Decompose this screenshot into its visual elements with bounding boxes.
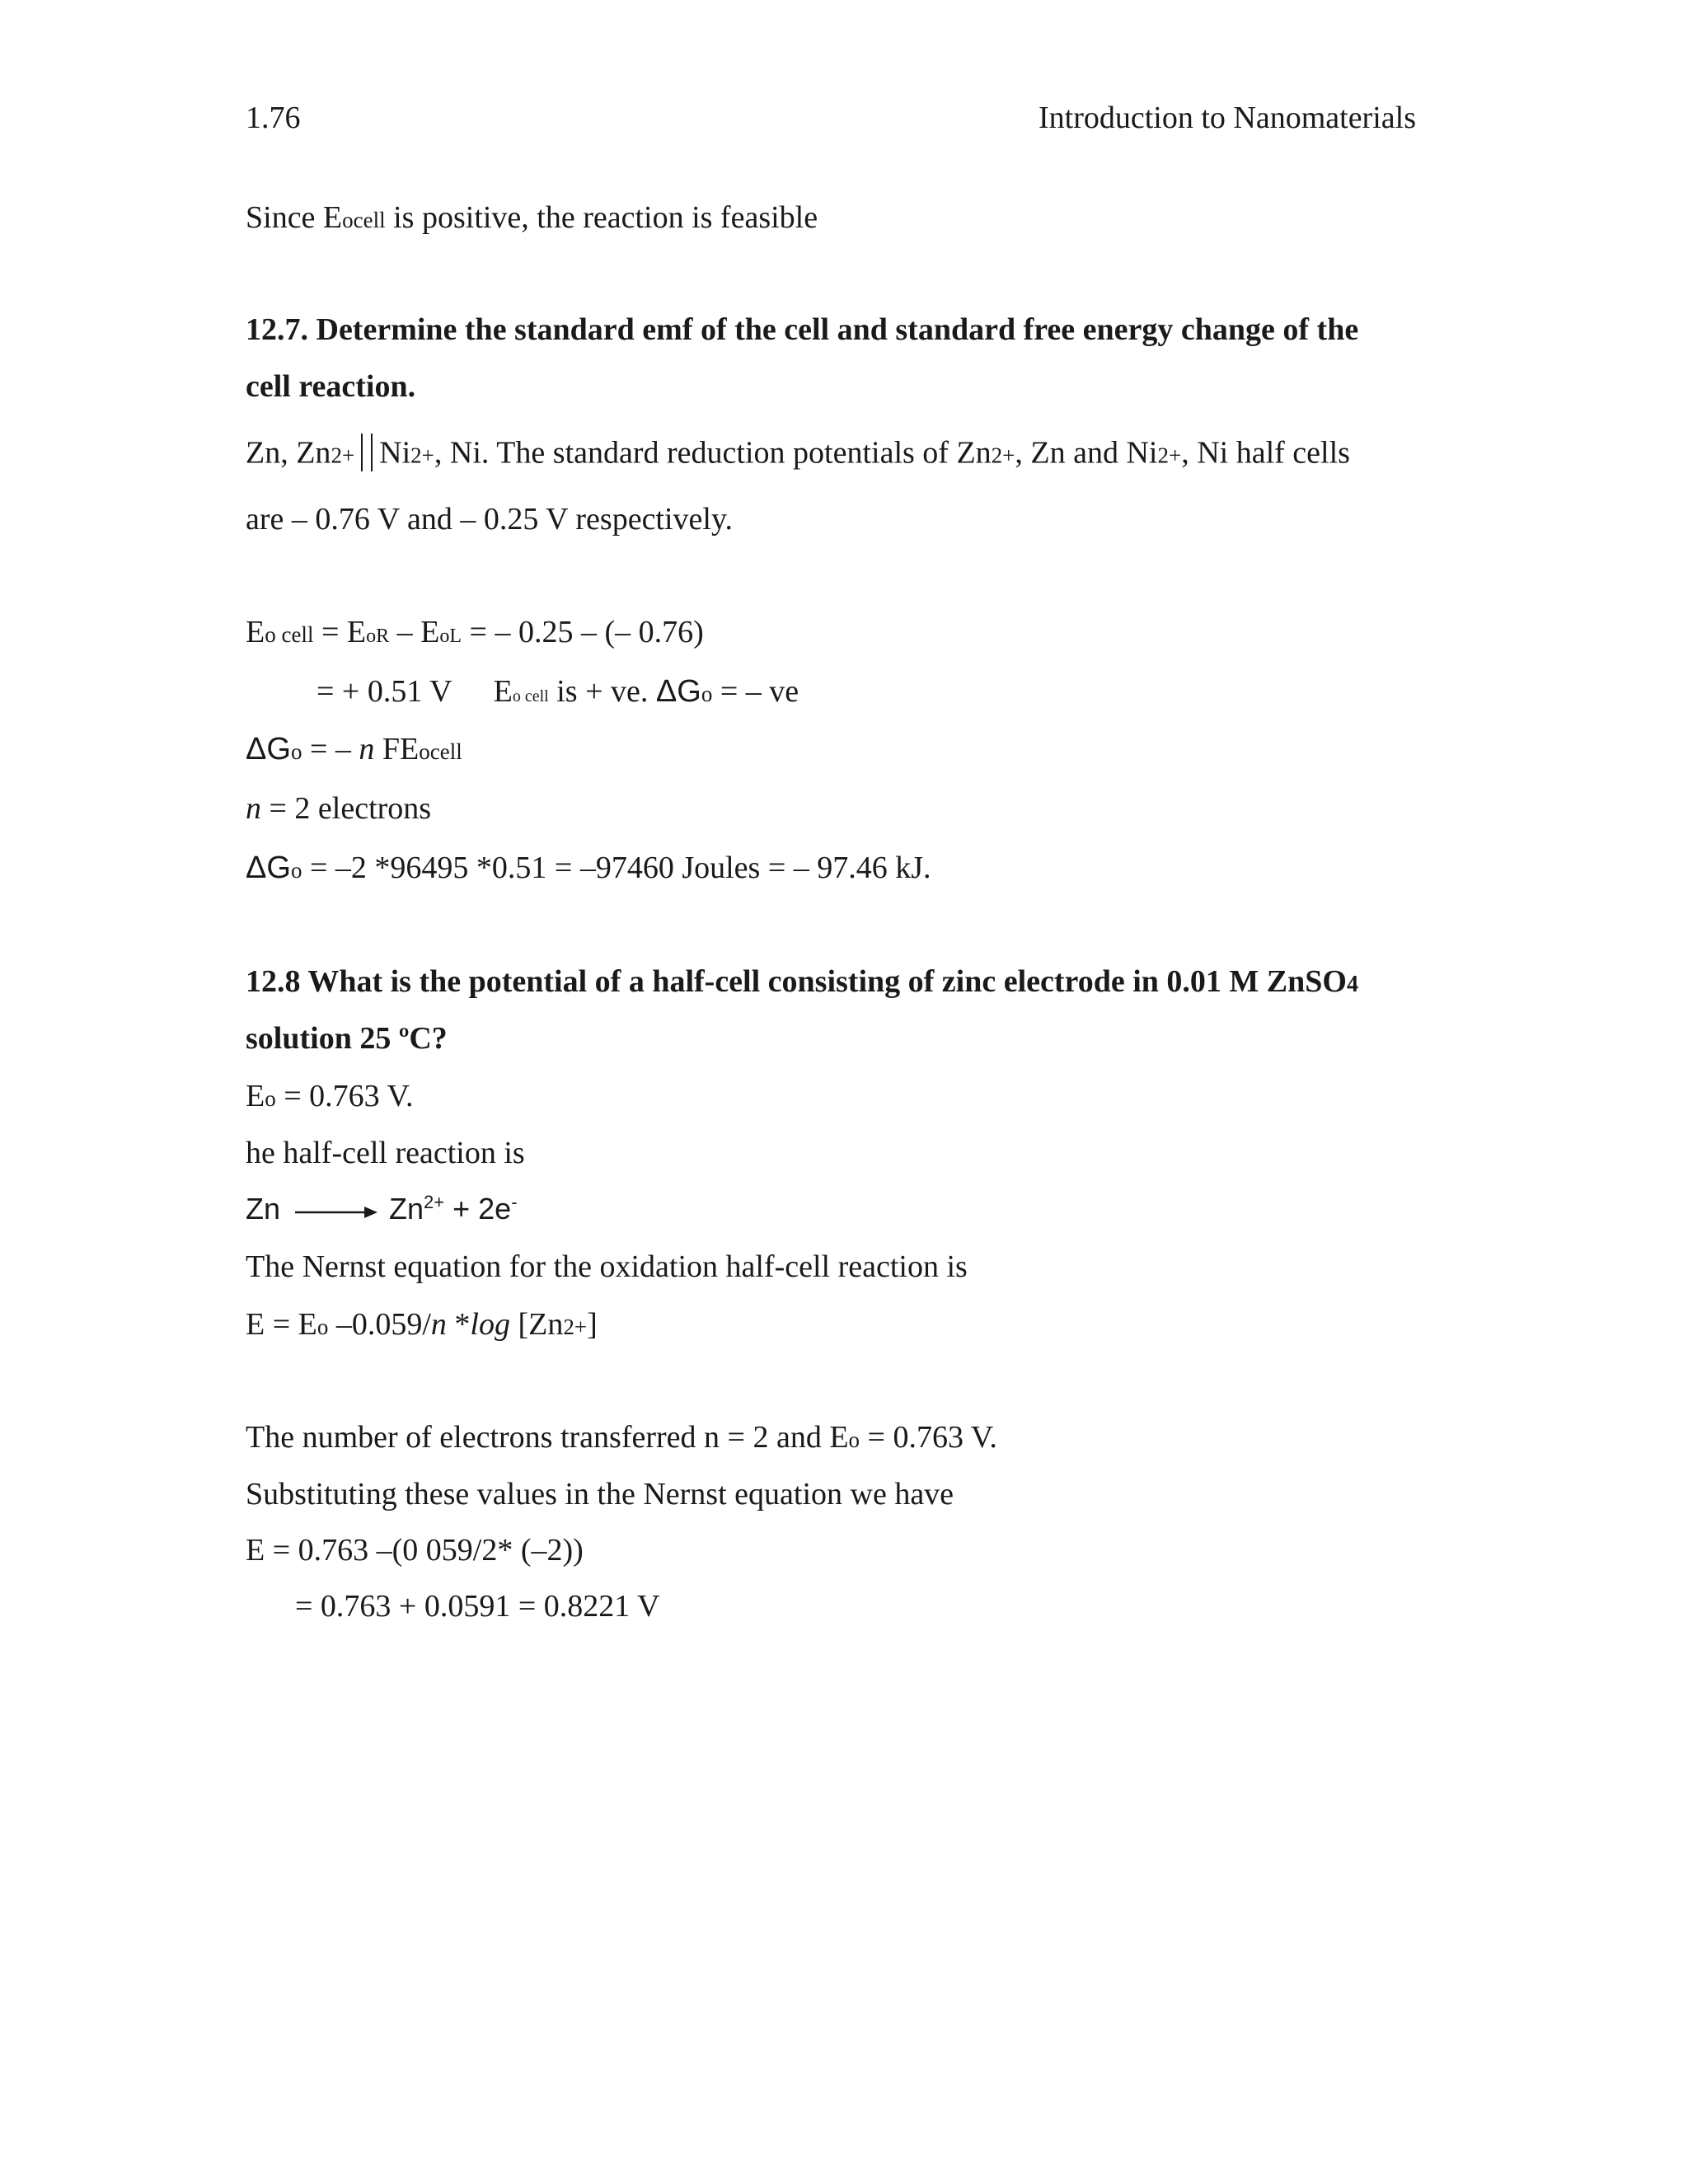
q128-nernst-eq (246, 1309, 598, 1340)
intro-text-a: Since E (246, 200, 343, 235)
q127-eq1 (246, 616, 704, 648)
nernst-c: * (446, 1307, 471, 1342)
q127-cell-d-charge: 2+ (1157, 443, 1182, 468)
running-title: Introduction to Nanomaterials (1039, 101, 1416, 135)
page-number: 1.76 (246, 101, 301, 135)
q127-eq3 (246, 733, 462, 765)
intro-text-b: is positive, the reaction is feasible (385, 200, 818, 235)
nernst-d: [Zn (509, 1307, 564, 1342)
reaction-zn: Zn (246, 1192, 281, 1226)
q127-cell-line (246, 437, 1350, 475)
right-arrow-icon (295, 1196, 377, 1226)
q128-heading-text: 12.8 What is the potential of a half-cell consisting of zinc electrode in 0.01 M ZnSO (246, 964, 1347, 999)
eq1-minus: – E (389, 615, 440, 649)
q127-cell-b: Ni (379, 435, 411, 471)
eq1-r-sub: oR (366, 626, 390, 647)
eq5-rest: = –2 *96495 *0.51 = –97460 Joules = – 97.46 kJ. (302, 851, 931, 885)
eq3-fe: FE (374, 732, 420, 766)
eq3-fe-sub: ocell (419, 739, 462, 764)
q127-potentials-line: are – 0.76 V and – 0.25 V respectively. (246, 502, 734, 537)
q128-heading-line1 (246, 966, 1358, 997)
transfer-a: The number of electrons transferred n = 2 and E (246, 1420, 849, 1455)
eq5-sub: o (290, 858, 302, 883)
q128-nernst-intro: The Nernst equation for the oxidation half-cell reaction is (246, 1249, 968, 1284)
eq2-delta-sub: o (701, 682, 713, 706)
reaction-zn-ion: Zn (389, 1192, 424, 1226)
q128-calc2: = 0.763 + 0.0591 = 0.8221 V (295, 1589, 660, 1624)
q127-eq2 (316, 676, 799, 707)
intro-subscript: ocell (342, 208, 386, 232)
q127-cell-a-charge: 2+ (331, 443, 355, 468)
q128-reaction (246, 1193, 518, 1226)
nernst-a-sub: o (316, 1315, 329, 1339)
reaction-zn-charge: 2+ (424, 1192, 445, 1212)
q128-calc1: E = 0.763 –(0 059/2* (–2)) (246, 1533, 584, 1568)
nernst-b: –0.059/ (328, 1307, 431, 1342)
q127-eq5 (246, 852, 931, 883)
transfer-sub: o (848, 1427, 860, 1452)
eq3-n: n (359, 732, 375, 766)
q128-substituting: Substituting these values in the Nernst equation we have (246, 1477, 954, 1511)
eq4-n: n (246, 791, 261, 826)
q128-e0-sub: o (265, 1086, 276, 1111)
nernst-d-sup: 2+ (563, 1315, 588, 1339)
reaction-e-charge: - (511, 1192, 518, 1212)
q128-e0 (246, 1080, 414, 1112)
nernst-e: ] (587, 1307, 598, 1342)
q127-cell-c-charge: 2+ (991, 443, 1015, 468)
eq1-l-sub: oL (439, 626, 462, 647)
nernst-a: E = E (246, 1307, 317, 1342)
eq2-e-sub: o cell (512, 687, 549, 705)
eq4-rest: = 2 electrons (261, 791, 432, 826)
q128-heading-line2: solution 25 ºC? (246, 1021, 448, 1056)
eq1-eq: = E (313, 615, 367, 649)
q127-cell-b-charge: 2+ (410, 443, 434, 468)
q127-heading-line2: cell reaction. (246, 369, 416, 404)
eq1-e-sub: o cell (265, 622, 314, 647)
q128-heading-sub: 4 (1346, 972, 1358, 997)
q127-heading-line1: 12.7. Determine the standard emf of the cell and standard free energy change of the (246, 312, 1359, 347)
q128-half-cell-text: he half-cell reaction is (246, 1136, 525, 1170)
nernst-n: n (430, 1307, 447, 1342)
q128-transfer (246, 1422, 997, 1453)
q128-e0-e: E (246, 1079, 265, 1113)
q127-eq4 (246, 793, 431, 824)
eq1-e: E (246, 615, 265, 649)
eq2-neg: = – ve (712, 674, 799, 709)
q127-cell-a: Zn, Zn (246, 435, 331, 471)
q127-cell-c-rest: , Zn and Ni (1015, 435, 1158, 471)
eq1-values: = – 0.25 – (– 0.76) (462, 615, 704, 649)
q128-e0-value: = 0.763 V. (275, 1079, 414, 1113)
salt-bridge-bar (361, 434, 373, 471)
q127-cell-d-rest: , Ni half cells (1181, 435, 1350, 471)
eq2-e: E (493, 674, 513, 709)
reaction-plus: + 2e (444, 1192, 512, 1226)
delta-g-symbol: ΔG (655, 674, 701, 709)
nernst-log: log (470, 1307, 510, 1342)
q127-cell-b-rest: , Ni. The standard reduction potentials of Zn (434, 435, 992, 471)
intro-text (246, 202, 818, 233)
eq3-sub: o (290, 739, 302, 764)
eq3-delta-g: ΔG (246, 732, 291, 766)
eq3-eq: = – (302, 732, 359, 766)
eq2-value: = + 0.51 V (316, 674, 452, 709)
eq2-ve: is + ve. (548, 674, 656, 709)
transfer-b: = 0.763 V. (860, 1420, 997, 1455)
eq5-delta-g: ΔG (246, 851, 291, 885)
